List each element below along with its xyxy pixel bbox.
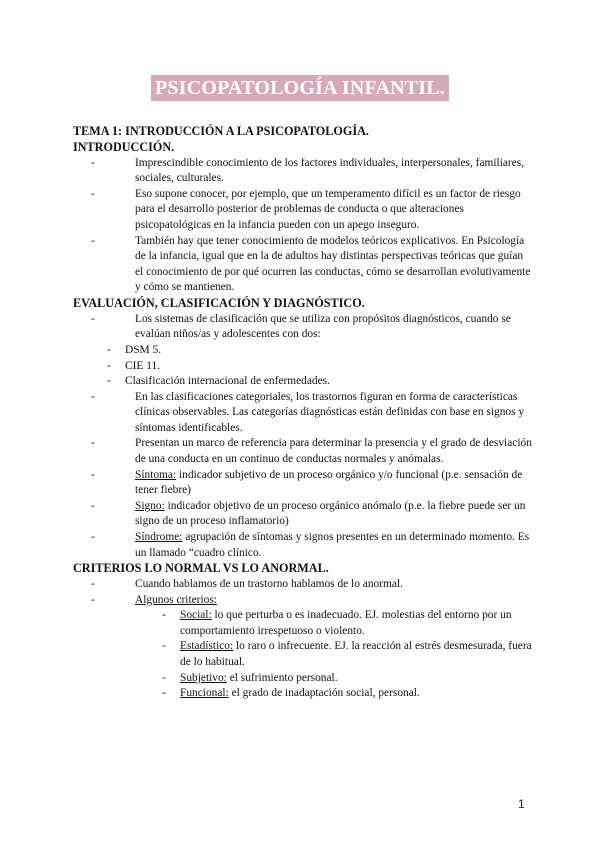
criterion-text: lo que perturba o es inadecuado. EJ. molestias del entorno por un comportamiento irrespetuoso o violento. [180, 609, 512, 637]
list-item: - Eso supone conocer, por ejemplo, que un temperamento difícil es un factor de riesgo para el desarrollo posterior de problemas de conducta o que alteraciones psicopatológicas en la infancia pueden con un apego inseguro. [73, 187, 533, 234]
criterion-label: Subjetivo: [180, 671, 227, 684]
term-label: Síntoma: [135, 468, 177, 481]
list-item [73, 530, 533, 561]
document-body [73, 124, 533, 702]
list-item [73, 312, 533, 390]
sublist-item: - Clasificación internacional de enfermedades. [73, 374, 533, 390]
sublist-item [128, 639, 533, 670]
sublist-item [128, 608, 533, 639]
list-item: - En las clasificaciones categoriales, los trastornos figuran en forma de características clínicas observables. Las categorías diagnósticas están definidas con base en signos y síntomas identificables. [73, 390, 533, 437]
criteria-heading: CRITERIOS LO NORMAL VS LO ANORMAL. [73, 561, 329, 576]
term-definition: indicador subjetivo de un proceso orgánico y/o funcional (p.e. sensación de tener fiebre) [135, 468, 523, 497]
list-item: - Cuando hablamos de un trastorno hablamos de lo anormal. [73, 577, 533, 593]
criterion-text: el sufrimiento personal. [226, 671, 338, 684]
list-item [73, 593, 533, 702]
term-definition: agrupación de síntomas y signos presentes en un determinado momento. Es un llamado “cuadro clínico. [135, 531, 530, 559]
list-item [73, 468, 533, 499]
term-definition: indicador objetivo de un proceso orgánico anómalo (p.e. la fiebre puede ser un signo de un proceso inflamatorio) [135, 499, 526, 528]
classification-sublist [73, 343, 533, 390]
criteria-sublist [128, 608, 533, 702]
criterion-label: Funcional: [180, 687, 229, 700]
list-item-text: Los sistemas de clasificación que se utiliza con propósitos diagnósticos, cuando se evalúan niños/as y adolescentes con dos: [135, 312, 511, 341]
criterion-text: el grado de inadaptación social, personal. [228, 687, 420, 700]
list-item [73, 499, 533, 530]
evaluation-heading: EVALUACIÓN, CLASIFICACIÓN Y DIAGNÓSTICO. [73, 295, 365, 310]
list-item-text: Algunos criterios: [135, 593, 217, 606]
page-number: 1 [518, 797, 525, 811]
criterion-label: Estadístico: [180, 640, 234, 653]
sublist-item [128, 671, 533, 687]
document-title: PSICOPATOLOGÍA INFANTIL. [151, 75, 449, 101]
sublist-item: - CIE 11. [73, 359, 533, 375]
criterion-label: Social: [180, 609, 212, 622]
intro-list [73, 156, 533, 296]
topic-heading: TEMA 1: INTRODUCCIÓN A LA PSICOPATOLOGÍA. [73, 124, 369, 138]
list-item: - Presentan un marco de referencia para determinar la presencia y el grado de desviación de una conducta en un continuo de conductas normales y anómalas. [73, 436, 533, 467]
sublist-item [128, 686, 533, 702]
term-label: Signo: [135, 499, 165, 512]
list-item: - También hay que tener conocimiento de modelos teóricos explicativos. En Psicología de la infancia, igual que en la de adultos hay distintas perspectivas teóricas que guían el conocimiento de por qué ocurren las conductas, cómo se desarrollan evolutivamente y cómo se mantienen. [73, 234, 533, 296]
criteria-list [73, 577, 533, 702]
criterion-text: lo raro o infrecuente. EJ. la reacción al estrés desmesurada, fuera de lo habitual. [180, 640, 532, 668]
intro-heading: INTRODUCCIÓN. [73, 139, 175, 154]
title-wrap [0, 75, 600, 101]
sublist-item: - DSM 5. [73, 343, 533, 359]
evaluation-list [73, 312, 533, 562]
list-item: - Imprescindible conocimiento de los factores individuales, interpersonales, familiares, sociales, culturales. [73, 156, 533, 187]
term-label: Síndrome: [135, 531, 183, 544]
